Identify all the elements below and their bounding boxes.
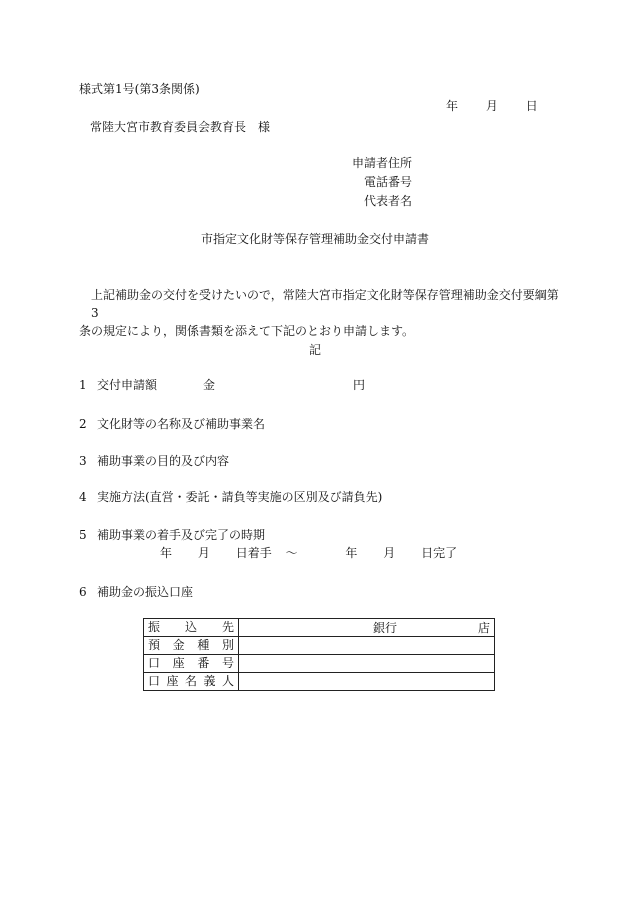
period-line: [160, 546, 457, 560]
item-3-purpose: [79, 454, 229, 468]
bank-value-transfer-to: [239, 619, 495, 637]
form-number: 様式第1号(第3条関係): [79, 82, 200, 96]
date-month: 月: [485, 99, 498, 113]
body-line-2: 条の規定により，関係書類を添えて下記のとおり申請します。: [79, 324, 415, 338]
applicant-block: [352, 156, 412, 213]
table-row: [144, 673, 495, 691]
period-tilde: ～: [285, 546, 298, 560]
applicant-representative-label: 代表者名: [364, 194, 413, 208]
item-label: 交付申請額: [97, 378, 158, 392]
bank-value-account-number: [239, 655, 495, 673]
end-month: 月: [383, 546, 396, 560]
item-label: 実施方法(直営・委託・請負等実施の区別及び請負先): [97, 490, 383, 504]
bank-value-deposit-type: [239, 637, 495, 655]
item-label: 補助事業の目的及び内容: [97, 454, 230, 468]
bank-label-deposit-type: 預金種別: [144, 637, 239, 655]
date-line: [446, 99, 538, 113]
item-label: 文化財等の名称及び補助事業名: [97, 417, 266, 431]
item-5-period: [79, 528, 265, 542]
item-1-amount: [79, 378, 366, 392]
date-day: 日: [525, 99, 538, 113]
item-4-method: [79, 490, 382, 504]
body-line-1: 上記補助金の交付を受けたいので，常陸大宮市指定文化財等保存管理補助金交付要綱第3: [91, 288, 559, 320]
item-number: 5: [79, 528, 87, 542]
body-text: [79, 286, 559, 340]
bank-value-account-holder: [239, 673, 495, 691]
item-6-bank: [79, 585, 193, 599]
item-2-name: [79, 417, 265, 431]
bank-suffix: 銀行: [373, 621, 398, 635]
item-label: 補助事業の着手及び完了の時期: [97, 528, 266, 542]
item-number: 2: [79, 417, 87, 431]
table-row: [144, 619, 495, 637]
bank-label-account-number: 口座番号: [144, 655, 239, 673]
item-number: 1: [79, 378, 87, 392]
item-number: 4: [79, 490, 87, 504]
addressee: 常陸大宮市教育委員会教育長 様: [90, 120, 271, 134]
bank-label-transfer-to: 振込先: [144, 619, 239, 637]
start-day: 日着手: [235, 546, 272, 560]
ki-heading: 記: [308, 343, 321, 357]
end-day: 日完了: [421, 546, 458, 560]
start-month: 月: [197, 546, 210, 560]
applicant-phone-label: 電話番号: [364, 175, 413, 189]
branch-suffix: 店: [477, 621, 490, 635]
amount-prefix: 金: [203, 378, 216, 392]
end-year: 年: [345, 546, 358, 560]
bank-account-table: [143, 618, 495, 691]
amount-suffix: 円: [353, 378, 366, 392]
table-row: [144, 637, 495, 655]
applicant-address-label: 申請者住所: [352, 156, 413, 170]
item-number: 3: [79, 454, 87, 468]
start-year: 年: [160, 546, 173, 560]
document-title: 市指定文化財等保存管理補助金交付申請書: [200, 232, 429, 246]
table-row: [144, 655, 495, 673]
item-number: 6: [79, 585, 87, 599]
item-label: 補助金の振込口座: [97, 585, 194, 599]
bank-label-account-holder: 口座名義人: [144, 673, 239, 691]
date-year: 年: [446, 99, 459, 113]
